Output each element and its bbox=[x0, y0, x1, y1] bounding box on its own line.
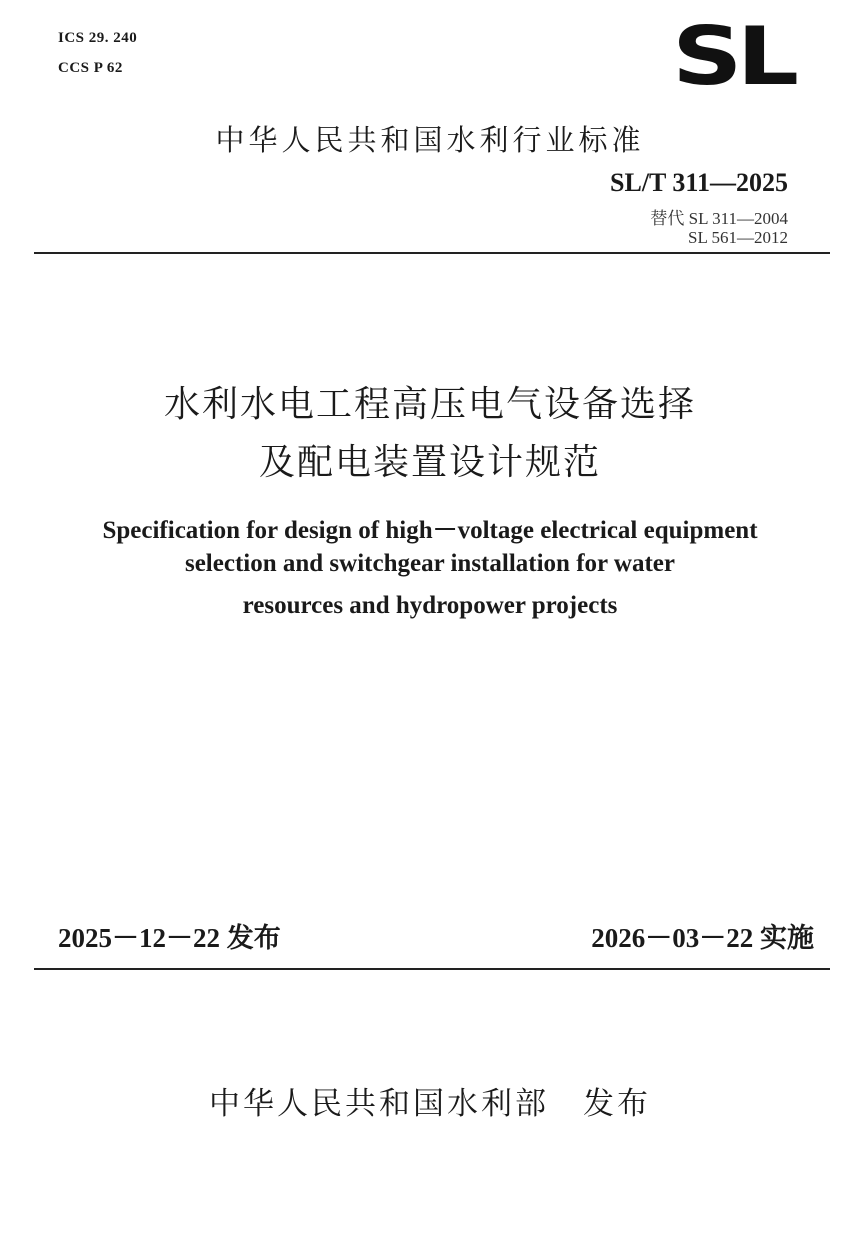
sl-logo: SL bbox=[672, 10, 794, 104]
title-en-line-3: resources and hydropower projects bbox=[242, 592, 618, 619]
title-en-line-2: selection and switchgear installation for water bbox=[184, 550, 675, 577]
issue-date: 2025－12－22 发布 bbox=[58, 923, 281, 953]
ccs-code: CCS P 62 bbox=[58, 60, 123, 76]
bottom-divider bbox=[34, 968, 830, 970]
title-cn-line-2: 及配电装置设计规范 bbox=[258, 442, 601, 483]
standard-number: SL/T 311—2025 bbox=[610, 168, 788, 197]
publisher: 中华人民共和国水利部 发布 bbox=[209, 1086, 651, 1122]
implementation-date: 2026－03－22 实施 bbox=[591, 923, 814, 953]
title-en-line-1: Specification for design of high－voltage electrical equipment bbox=[102, 517, 758, 544]
title-cn-line-1: 水利水电工程高压电气设备选择 bbox=[163, 384, 696, 425]
sector-title: 中华人民共和国水利行业标准 bbox=[215, 123, 645, 157]
replaces-line-1: 替代 SL 311—2004 bbox=[650, 209, 788, 228]
top-divider bbox=[34, 252, 830, 254]
replaces-line-2: SL 561—2012 bbox=[688, 228, 788, 247]
ics-code: ICS 29. 240 bbox=[58, 30, 138, 46]
